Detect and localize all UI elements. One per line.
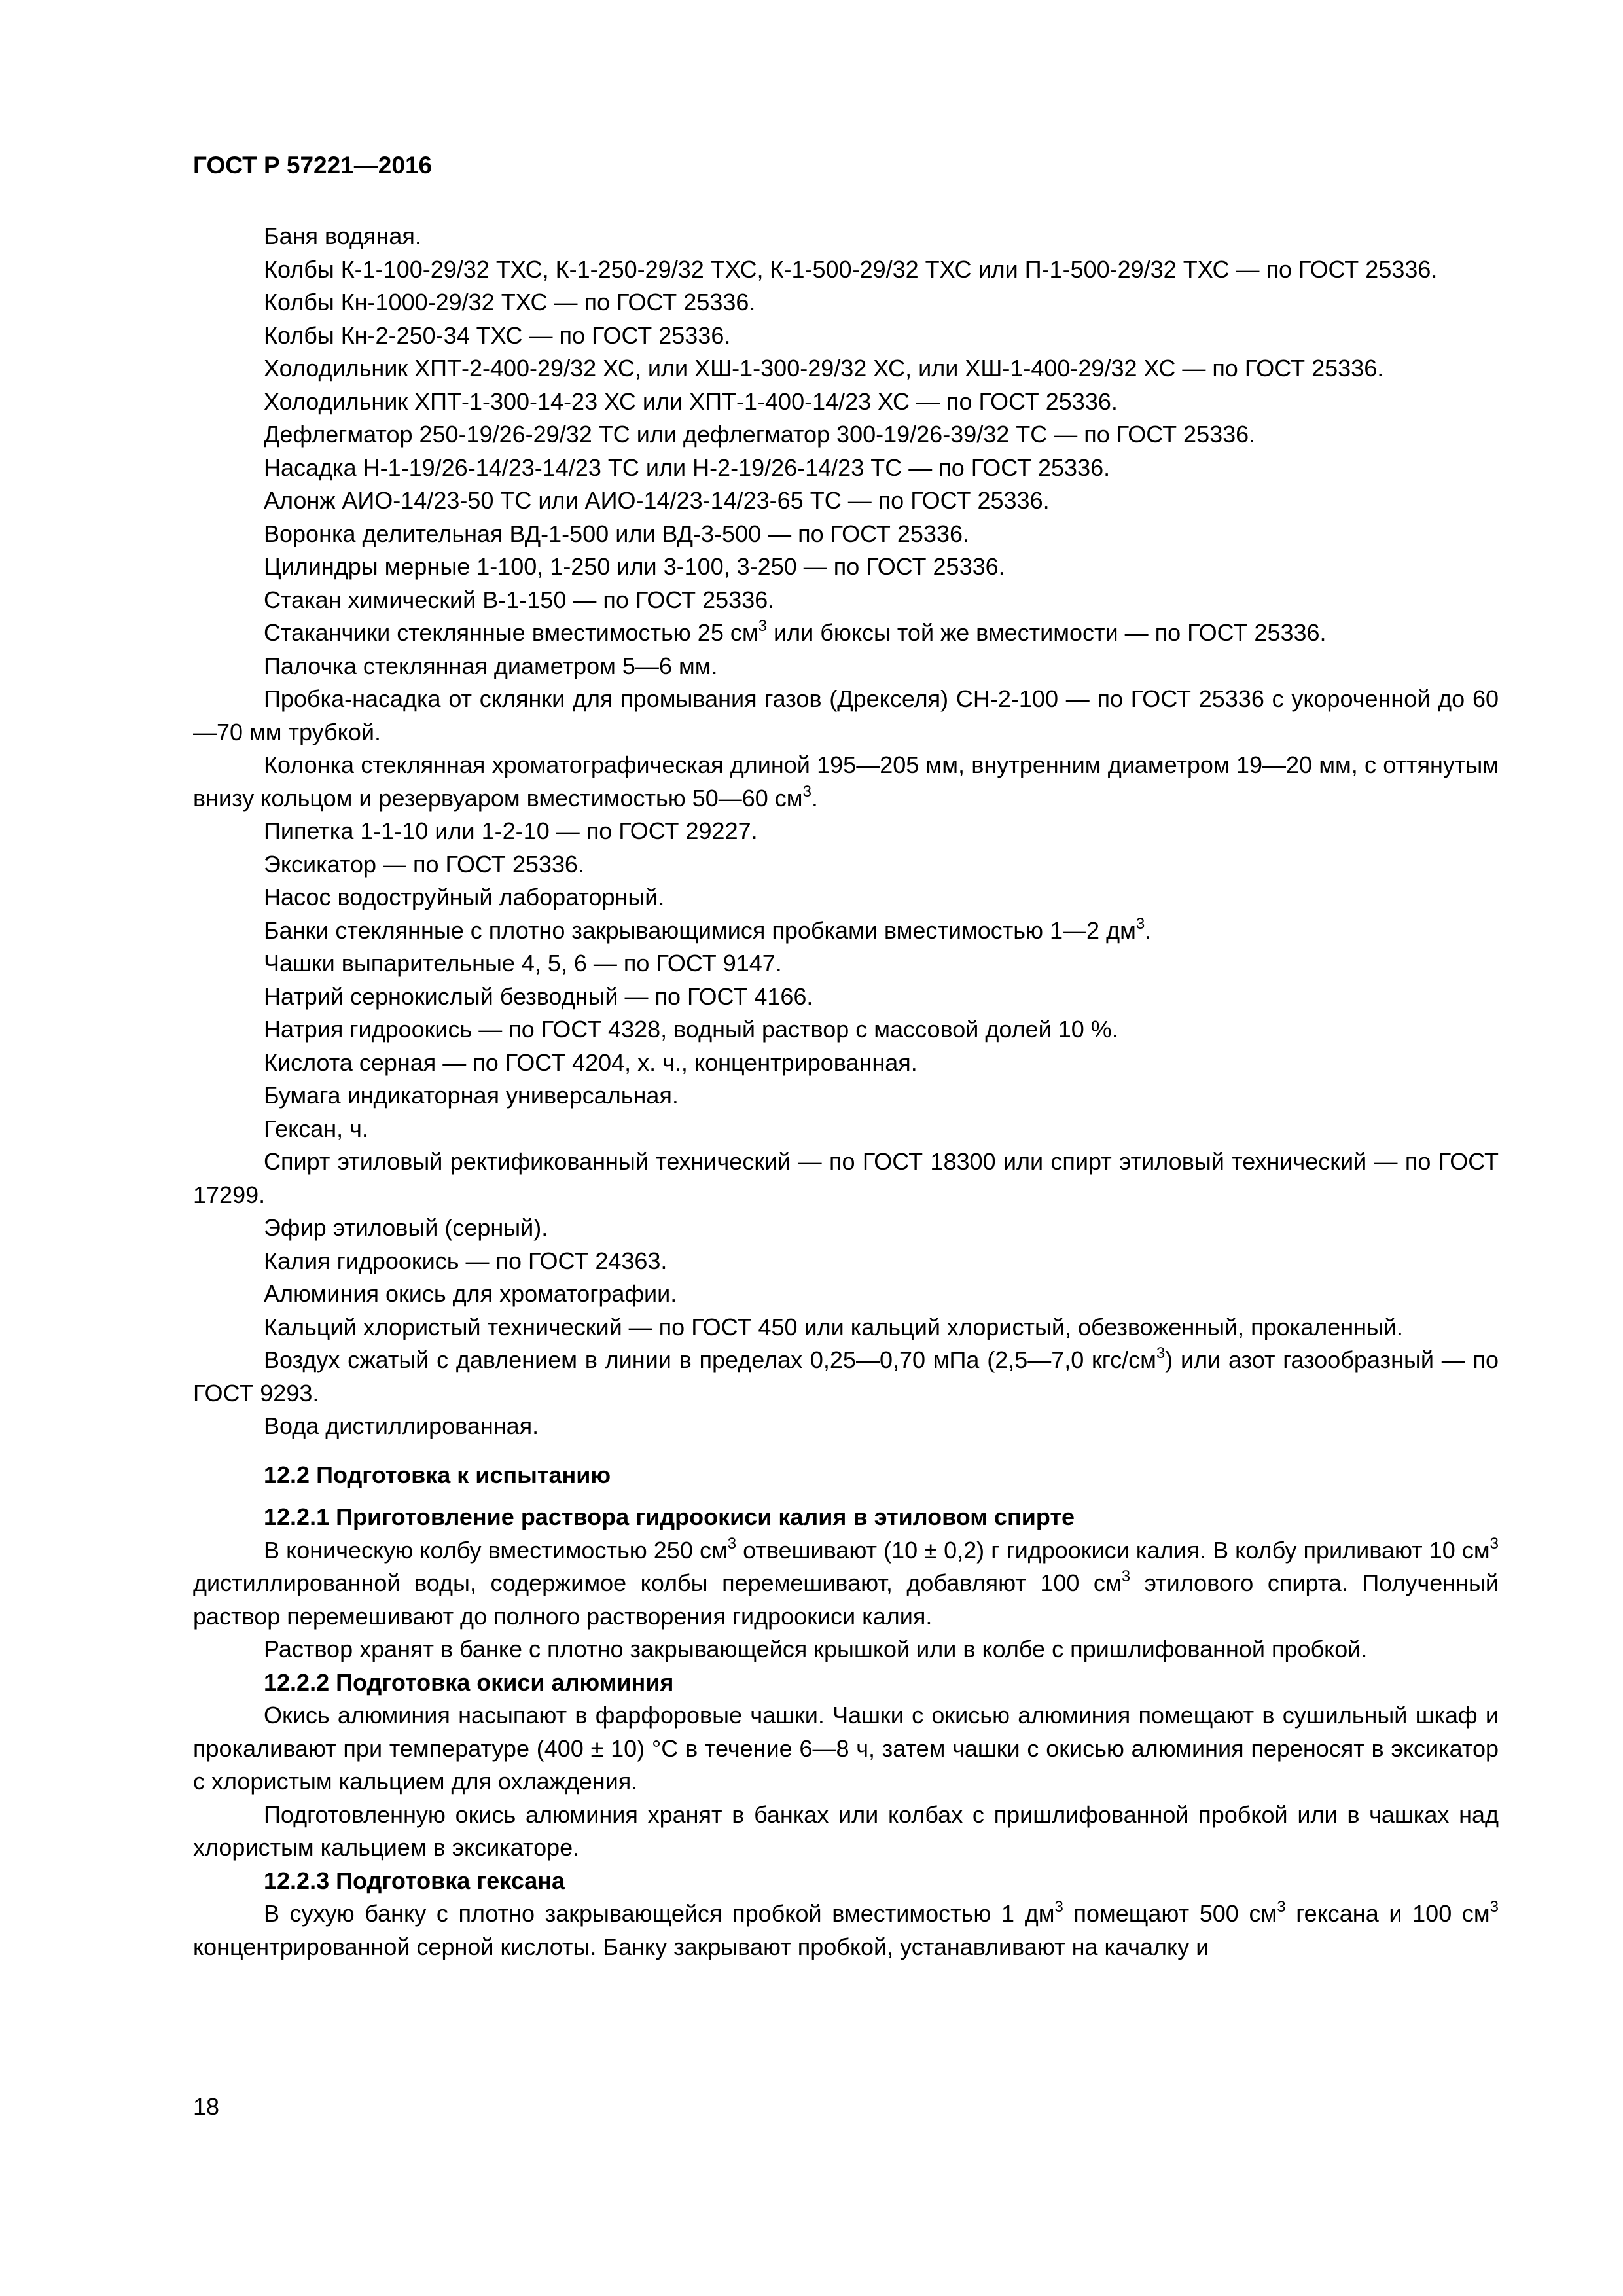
equipment-item: Воронка делительная ВД-1-500 или ВД-3-500 — по ГОСТ 25336. [264, 520, 969, 547]
equipment-item: Стакан химический В-1-150 — по ГОСТ 25336. [264, 586, 775, 613]
section-heading-12-2: 12.2 Подготовка к испытанию [264, 1461, 611, 1488]
equipment-item: Колбы Кн-1000-29/32 ТХС — по ГОСТ 25336. [264, 289, 756, 315]
section-heading-12-2-1: 12.2.1 Приготовление раствора гидроокиси калия в этиловом спирте [264, 1503, 1075, 1530]
text-run: гексана и 100 см [1285, 1900, 1490, 1927]
equipment-item: Холодильник ХПТ-2-400-29/32 ХС, или ХШ-1-300-29/32 ХС, или ХШ-1-400-29/32 ХС — по ГОСТ 25336. [264, 355, 1384, 382]
superscript: 3 [1121, 1568, 1131, 1585]
equipment-item: Бумага индикаторная универсальная. [264, 1082, 679, 1109]
equipment-item: Колбы Кн-2-250-34 ТХС — по ГОСТ 25336. [264, 321, 731, 349]
text-run: дистиллированной воды, содержимое колбы перемешивают, добавляют 100 см [193, 1570, 1122, 1596]
equipment-item: Цилиндры мерные 1-100, 1-250 или 3-100, 3-250 — по ГОСТ 25336. [264, 553, 1005, 580]
equipment-item: Насос водоструйный лабораторный. [264, 884, 665, 910]
equipment-item: Кислота серная — по ГОСТ 4204, х. ч., концентрированная. [264, 1049, 918, 1076]
superscript: 3 [1489, 1534, 1499, 1552]
section-heading-12-2-3: 12.2.3 Подготовка гексана [264, 1867, 565, 1894]
superscript: 3 [1489, 1898, 1499, 1916]
column-text: Колонка стеклянная хроматографическая длиной 195—205 мм, внутренним диаметром 19—20 мм, с оттянутым внизу кольцом и резервуаром вместимостью 50—60 см [193, 751, 1499, 812]
equipment-item: Чашки выпарительные 4, 5, 6 — по ГОСТ 9147. [264, 950, 782, 977]
superscript: 3 [802, 782, 812, 800]
equipment-item: Баня водяная. [264, 223, 421, 249]
superscript: 3 [1135, 914, 1145, 933]
text-run: В сухую банку с плотно закрывающейся пробкой вместимостью 1 дм [264, 1900, 1055, 1927]
text-run: концентрированной серной кислоты. Банку закрывают пробкой, устанавливают на качалку и [193, 1933, 1209, 1960]
equipment-item: Пипетка 1-1-10 или 1-2-10 — по ГОСТ 29227. [264, 817, 758, 844]
paragraph: Окись алюминия насыпают в фарфоровые чашки. Чашки с окисью алюминия помещают в сушильный шкаф и прокаливают при температуре (400 ± 10) °С в течение 6—8 ч, затем чашки с окисью алюминия переносят в эксикатор с хлористым кальцием для охлаждения. [193, 1702, 1499, 1795]
equipment-item: Вода дистиллированная. [264, 1412, 539, 1439]
equipment-item: Алонж АИО-14/23-50 ТС или АИО-14/23-14/23-65 ТС — по ГОСТ 25336. [264, 487, 1050, 514]
cups-text-end: или бюксы той же вместимости — по ГОСТ 25336. [766, 619, 1327, 646]
equipment-item: Спирт этиловый ректификованный технический — по ГОСТ 18300 или спирт этиловый технический — по ГОСТ 17299. [193, 1148, 1499, 1208]
equipment-item: Алюминия окись для хроматографии. [264, 1280, 677, 1307]
paragraph: Раствор хранят в банке с плотно закрывающейся крышкой или в колбе с пришлифованной пробкой. [264, 1636, 1368, 1662]
equipment-item: Насадка Н-1-19/26-14/23-14/23 ТС или Н-2-19/26-14/23 ТС — по ГОСТ 25336. [264, 454, 1111, 481]
document-body [193, 220, 1499, 1964]
superscript: 3 [758, 617, 767, 635]
text-run: В коническую колбу вместимостью 250 см [264, 1536, 728, 1564]
superscript: 3 [1156, 1344, 1166, 1362]
superscript: 3 [727, 1534, 737, 1552]
equipment-item: Эксикатор — по ГОСТ 25336. [264, 850, 584, 878]
equipment-item-air [193, 1344, 1499, 1410]
equipment-item-cups [193, 617, 1499, 650]
paragraph [193, 1897, 1499, 1964]
equipment-item: Холодильник ХПТ-1-300-14-23 ХС или ХПТ-1-400-14/23 ХС — по ГОСТ 25336. [264, 387, 1118, 415]
equipment-item: Колбы К-1-100-29/32 ТХС, К-1-250-29/32 ТХС, К-1-500-29/32 ТХС или П-1-500-29/32 ТХС — по ГОСТ 25336. [264, 255, 1438, 283]
equipment-item: Пробка-насадка от склянки для промывания газов (Дрекселя) СН-2-100 — по ГОСТ 25336 с укороченной до 60—70 мм трубкой. [193, 685, 1499, 745]
cups-text: Стаканчики стеклянные вместимостью 25 см [264, 619, 758, 646]
jars-text: Банки стеклянные с плотно закрывающимися пробками вместимостью 1—2 дм [264, 916, 1136, 944]
equipment-item: Натрия гидроокись — по ГОСТ 4328, водный раствор с массовой долей 10 %. [264, 1016, 1118, 1043]
air-text: Воздух сжатый с давлением в линии в пределах 0,25—0,70 мПа (2,5—7,0 кгс/см [264, 1346, 1156, 1373]
equipment-item: Натрий сернокислый безводный — по ГОСТ 4166. [264, 982, 813, 1010]
text-run: отвешивают (10 ± 0,2) г гидроокиси калия. В колбу приливают 10 см [736, 1536, 1490, 1564]
section-heading-12-2-2: 12.2.2 Подготовка окиси алюминия [264, 1668, 674, 1696]
page-header: ГОСТ Р 57221—2016 [193, 152, 433, 179]
text-run: этилового спирта. Полученный раствор перемешивают до полного растворения гидроокиси калия. [193, 1570, 1499, 1630]
text-run: помещают 500 см [1063, 1900, 1277, 1927]
superscript: 3 [1277, 1898, 1286, 1916]
equipment-item: Кальций хлористый технический — по ГОСТ 450 или кальций хлористый, обезвоженный, прокаленный. [264, 1313, 1404, 1340]
equipment-item: Палочка стеклянная диаметром 5—6 мм. [264, 652, 718, 679]
superscript: 3 [1054, 1898, 1063, 1916]
column-text-end: . [811, 784, 818, 812]
equipment-item-jars [193, 914, 1499, 948]
air-text-end: ) или азот газообразный — по ГОСТ 9293. [193, 1346, 1499, 1407]
page-number: 18 [193, 2093, 220, 2120]
equipment-item-column [193, 749, 1499, 815]
jars-text-end: . [1145, 916, 1152, 944]
paragraph: Подготовленную окись алюминия хранят в банках или колбах с пришлифованной пробкой или в чашках над хлористым кальцием в эксикаторе. [193, 1801, 1499, 1861]
paragraph [193, 1534, 1499, 1634]
equipment-item: Дефлегматор 250-19/26-29/32 ТС или дефлегматор 300-19/26-39/32 ТС — по ГОСТ 25336. [264, 421, 1256, 448]
equipment-item: Эфир этиловый (серный). [264, 1214, 548, 1241]
equipment-item: Калия гидроокись — по ГОСТ 24363. [264, 1247, 668, 1274]
equipment-item: Гексан, ч. [264, 1115, 368, 1142]
